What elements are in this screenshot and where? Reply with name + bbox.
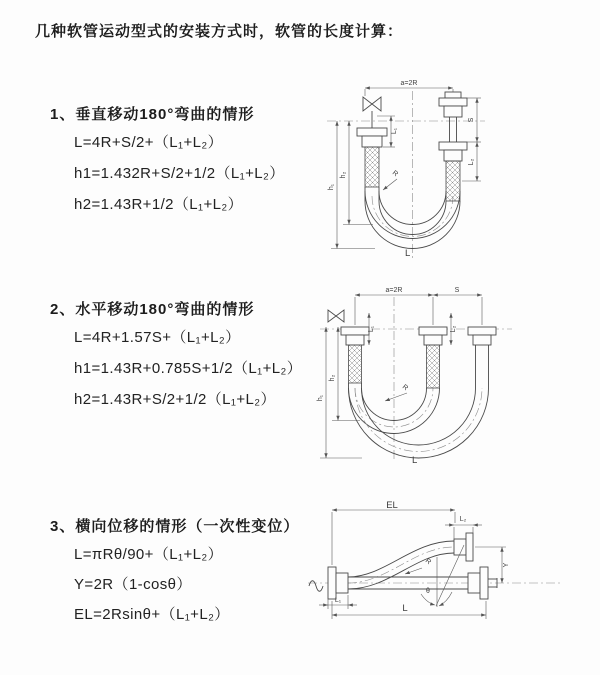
- braided-hose-left: [365, 147, 379, 187]
- dim-label-a2r: a=2R: [400, 80, 418, 87]
- dim-label-s: S: [468, 117, 475, 123]
- page-title: 几种软管运动型式的安装方式时，软管的长度计算：: [35, 23, 404, 40]
- section-1-heading: 1、垂直移动180°弯曲的情形: [50, 106, 255, 123]
- dim-label-el: EL: [386, 500, 398, 511]
- dim-label-h1: h₁: [317, 394, 324, 402]
- hose-u-bends: [349, 345, 489, 458]
- radius-label: R: [400, 383, 410, 393]
- dim-label-l1: L₁: [334, 597, 342, 604]
- radius-label: R: [423, 557, 433, 567]
- valve-icon: [328, 310, 344, 322]
- dim-label-l2: L₂: [468, 158, 475, 166]
- dimension-lines: [319, 510, 506, 619]
- flange-upper: [454, 533, 473, 561]
- formula-2-L: L=4R+1.57S+（L₁+L₂）: [74, 329, 241, 346]
- dim-label-h2: h₂: [329, 374, 336, 382]
- section-3-heading: 3、横向位移的情形（一次性变位）: [50, 518, 300, 535]
- formula-2-h1: h1=1.43R+0.785S+1/2（L₁+L₂）: [74, 360, 303, 377]
- formula-1-h1: h1=1.432R+S/2+1/2（L₁+L₂）: [74, 165, 285, 182]
- dim-label-l2: L₂: [459, 516, 467, 523]
- centerline-displaced: [348, 547, 466, 583]
- flange-left: [328, 567, 348, 599]
- flange-left: [357, 128, 387, 147]
- dim-label-a2r: a=2R: [385, 287, 403, 294]
- formula-2-h2: h2=1.43R+S/2+1/2（L₁+L₂）: [74, 391, 276, 408]
- diagram-lateral-displacement: [300, 497, 595, 662]
- formula-3-L: L=πRθ/90+（L₁+L₂）: [74, 546, 223, 563]
- dim-label-h2: h₂: [340, 171, 347, 179]
- length-label: L: [405, 248, 411, 259]
- theta-label: θ: [426, 588, 430, 595]
- diagram-horizontal-180-bend: [312, 283, 592, 465]
- diagram-vertical-180-bend: [315, 75, 590, 260]
- section-2-heading: 2、水平移动180°弯曲的情形: [50, 301, 255, 318]
- dim-label-l1: L₁: [391, 127, 398, 135]
- flange-right: [468, 327, 496, 345]
- flange-right-lower: [439, 142, 467, 161]
- braided-hose-middle: [427, 345, 440, 388]
- dim-label-h1: h₁: [328, 183, 335, 191]
- pipe-break-symbol: [309, 581, 323, 592]
- formula-1-h2: h2=1.43R+1/2（L₁+L₂）: [74, 196, 244, 213]
- braided-hose-left: [349, 345, 362, 383]
- flange-right-upper: [439, 92, 467, 117]
- braided-hose-right: [446, 161, 460, 201]
- dim-label-l2: L₂: [450, 325, 457, 333]
- formula-3-Y: Y=2R（1-cosθ）: [74, 576, 192, 593]
- length-label: L: [412, 455, 418, 465]
- flange-left: [341, 327, 369, 345]
- valve-icon: [363, 97, 381, 128]
- flange-middle: [419, 327, 447, 345]
- dim-label-l: L: [402, 603, 408, 614]
- dim-label-s: S: [454, 287, 460, 294]
- formula-3-EL: EL=2Rsinθ+（L₁+L₂）: [74, 606, 230, 623]
- formula-1-L: L=4R+S/2+（L₁+L₂）: [74, 134, 224, 151]
- dim-label-y: Y: [503, 562, 510, 568]
- flange-right: [468, 567, 488, 599]
- radius-label: R: [390, 169, 400, 179]
- dim-label-l1: L₁: [368, 325, 375, 333]
